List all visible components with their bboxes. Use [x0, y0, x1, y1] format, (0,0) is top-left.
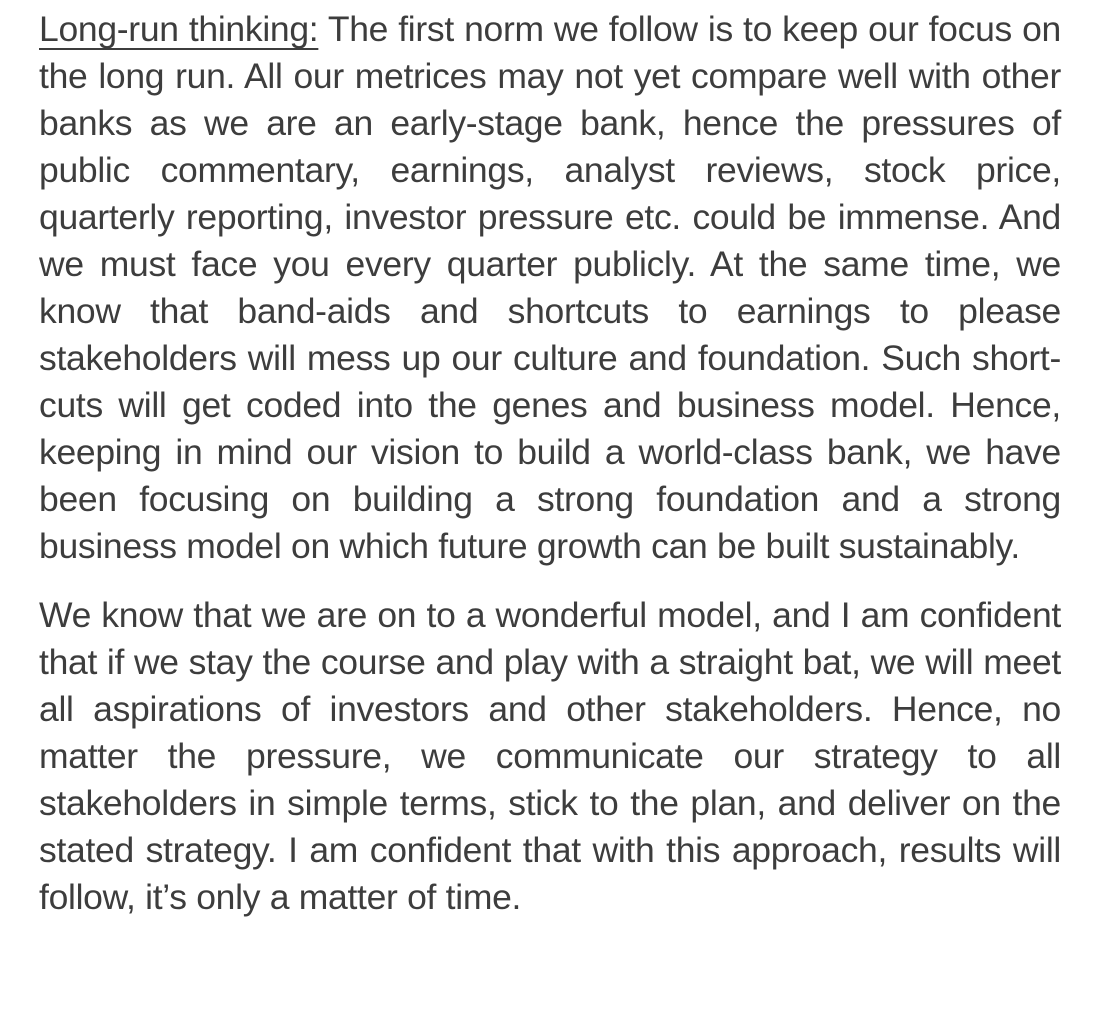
document-page [39, 6, 1061, 921]
paragraph-confidence: We know that we are on to a wonderful model, and I am confident that if we stay the course and play with a straight bat, we will meet all aspirations of investors and other stakeholders. Hence, no matter the pressure, we communicate our strategy to all stakeholders in simple terms, stick to the plan, and deliver on the stated strategy. I am confident that with this approach, results will follow, it’s only a matter of time. [39, 595, 1061, 917]
paragraph-lead-heading: Long-run thinking: [39, 9, 319, 49]
paragraph-body: The first norm we follow is to keep our focus on the long run. All our metrices may not yet compare well with other banks as we are an early-stage bank, hence the pressures of public commentary, earnings, analyst reviews, stock price, quarterly reporting, investor pressure etc. could be immense. And we must face you every quarter publicly. At the same time, we know that band-aids and shortcuts to earnings to please stakeholders will mess up our culture and foundation. Such short-cuts will get coded into the genes and business model. Hence, keeping in mind our vision to build a world-class bank, we have been focusing on building a strong foundation and a strong business model on which future growth can be built sustainably. [39, 9, 1061, 566]
paragraph-long-run-thinking [39, 6, 1061, 570]
